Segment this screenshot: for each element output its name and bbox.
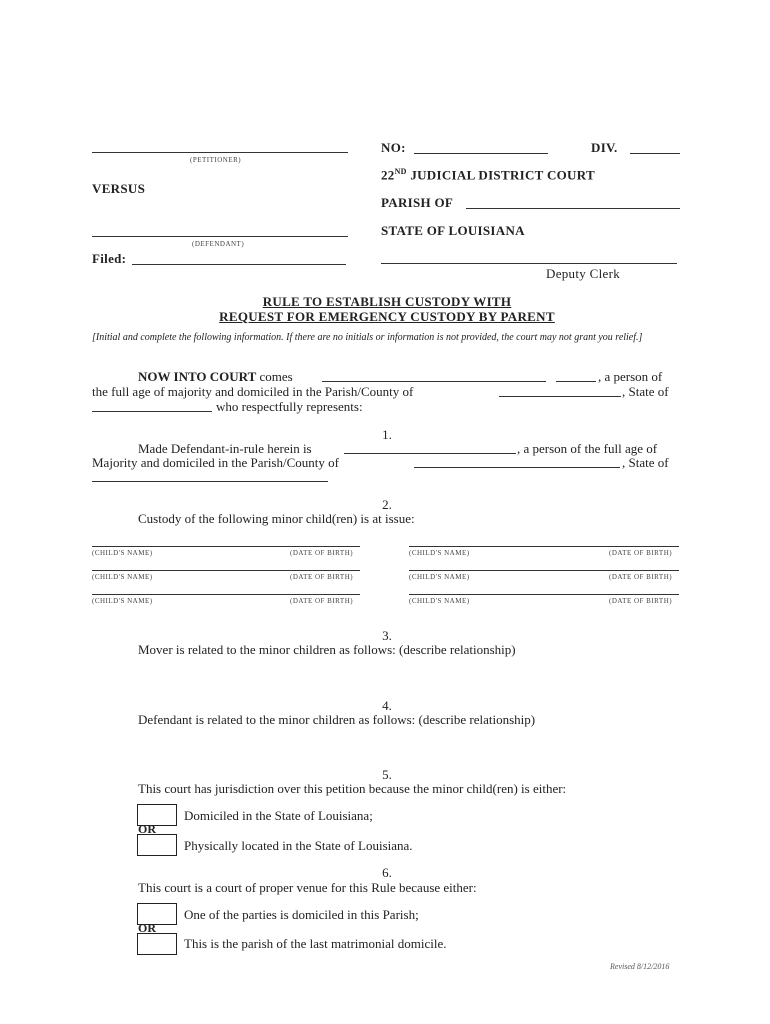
- court-name: [381, 167, 595, 183]
- jurisdiction-domiciled-label: Domiciled in the State of Louisiana;: [184, 808, 373, 823]
- section-6-text: This court is a court of proper venue for this Rule because either:: [138, 880, 477, 895]
- defendant-parish-line[interactable]: [414, 467, 620, 468]
- section-1-text-d: , State of: [622, 455, 669, 470]
- child-4-name-line[interactable]: [409, 570, 679, 571]
- court-number-suffix: ND: [394, 167, 407, 176]
- child-5-name-line[interactable]: [92, 594, 360, 595]
- section-6-number: 6.: [382, 865, 392, 880]
- section-2-text: Custody of the following minor child(ren) is at issue:: [138, 511, 415, 526]
- child-4-dob-label: (DATE OF BIRTH): [609, 573, 673, 581]
- intro-line1: [138, 369, 293, 385]
- child-3-name-line[interactable]: [92, 570, 360, 571]
- versus-label: VERSUS: [92, 181, 146, 196]
- child-1-name-line[interactable]: [92, 546, 360, 547]
- mover-initials-line[interactable]: [556, 381, 596, 382]
- child-3-name-label: (CHILD'S NAME): [92, 573, 153, 581]
- section-5-number: 5.: [382, 767, 392, 782]
- section-3-number: 3.: [382, 628, 392, 643]
- mover-parish-line[interactable]: [499, 396, 621, 397]
- deputy-clerk-label: Deputy Clerk: [546, 266, 621, 281]
- child-5-name-label: (CHILD'S NAME): [92, 597, 153, 605]
- state-label: STATE OF LOUISIANA: [381, 223, 525, 238]
- jurisdiction-located-checkbox[interactable]: [137, 834, 177, 856]
- section-5-text: This court has jurisdiction over this petition because the minor child(ren) is either:: [138, 781, 567, 796]
- child-6-dob-label: (DATE OF BIRTH): [609, 597, 673, 605]
- division-label: DIV.: [591, 140, 618, 155]
- section-1-text-c: Majority and domiciled in the Parish/County of: [92, 455, 339, 470]
- venue-domiciled-label: One of the parties is domiciled in this Parish;: [184, 907, 419, 922]
- parish-label: PARISH OF: [381, 195, 454, 210]
- respectfully-text: who respectfully represents:: [216, 399, 363, 414]
- section-1-text-a: Made Defendant-in-rule herein is: [138, 441, 312, 456]
- child-5-dob-label: (DATE OF BIRTH): [290, 597, 354, 605]
- defendant-label: (DEFENDANT): [192, 240, 245, 248]
- jurisdiction-or-label: OR: [138, 822, 156, 836]
- case-number-label: NO:: [381, 140, 406, 155]
- revision-footer: Revised 8/12/2016: [610, 962, 670, 971]
- case-number-line[interactable]: [414, 153, 548, 154]
- deputy-clerk-line[interactable]: [381, 263, 677, 264]
- child-4-name-label: (CHILD'S NAME): [409, 573, 470, 581]
- now-into-court: NOW INTO COURT: [138, 369, 257, 384]
- defendant-state-line[interactable]: [92, 481, 328, 482]
- section-1-number: 1.: [382, 427, 392, 442]
- venue-or-label: OR: [138, 921, 156, 935]
- section-4-text: Defendant is related to the minor children as follows: (describe relationship): [138, 712, 536, 727]
- child-6-name-label: (CHILD'S NAME): [409, 597, 470, 605]
- division-line[interactable]: [630, 153, 680, 154]
- mover-state-line[interactable]: [92, 411, 212, 412]
- child-1-name-label: (CHILD'S NAME): [92, 549, 153, 557]
- section-4-number: 4.: [382, 698, 392, 713]
- venue-matrimonial-checkbox[interactable]: [137, 933, 177, 955]
- comes-text: comes: [256, 369, 293, 384]
- child-1-dob-label: (DATE OF BIRTH): [290, 549, 354, 557]
- child-6-name-line[interactable]: [409, 594, 679, 595]
- defendant-line[interactable]: [92, 236, 348, 237]
- defendant-name-line[interactable]: [344, 453, 516, 454]
- document-title-line1: RULE TO ESTABLISH CUSTODY WITH: [262, 294, 512, 309]
- section-3-text: Mover is related to the minor children as follows: (describe relationship): [138, 642, 516, 657]
- child-2-name-line[interactable]: [409, 546, 679, 547]
- mover-state-of-text: , State of: [622, 384, 669, 399]
- jurisdiction-located-label: Physically located in the State of Louisiana.: [184, 838, 413, 853]
- full-age-text: the full age of majority and domiciled in the Parish/County of: [92, 384, 414, 399]
- child-2-dob-label: (DATE OF BIRTH): [609, 549, 673, 557]
- parish-line[interactable]: [466, 208, 680, 209]
- filed-label: Filed:: [92, 251, 127, 266]
- court-number: 22: [381, 167, 395, 183]
- petitioner-label: (PETITIONER): [190, 156, 242, 164]
- section-1-text-b: , a person of the full age of: [517, 441, 658, 456]
- venue-matrimonial-label: This is the parish of the last matrimonial domicile.: [184, 936, 447, 951]
- person-of-text: , a person of: [598, 369, 663, 384]
- document-title-line2: REQUEST FOR EMERGENCY CUSTODY BY PARENT: [219, 309, 555, 324]
- section-2-number: 2.: [382, 497, 392, 512]
- child-3-dob-label: (DATE OF BIRTH): [290, 573, 354, 581]
- petitioner-line[interactable]: [92, 152, 348, 153]
- instructions-text: [Initial and complete the following information. If there are no initials or information is not provided, the court may not grant you relief.]: [92, 332, 643, 343]
- filed-line[interactable]: [132, 264, 346, 265]
- child-2-name-label: (CHILD'S NAME): [409, 549, 470, 557]
- mover-name-line[interactable]: [322, 381, 546, 382]
- court-name-rest: JUDICIAL DISTRICT COURT: [406, 167, 595, 183]
